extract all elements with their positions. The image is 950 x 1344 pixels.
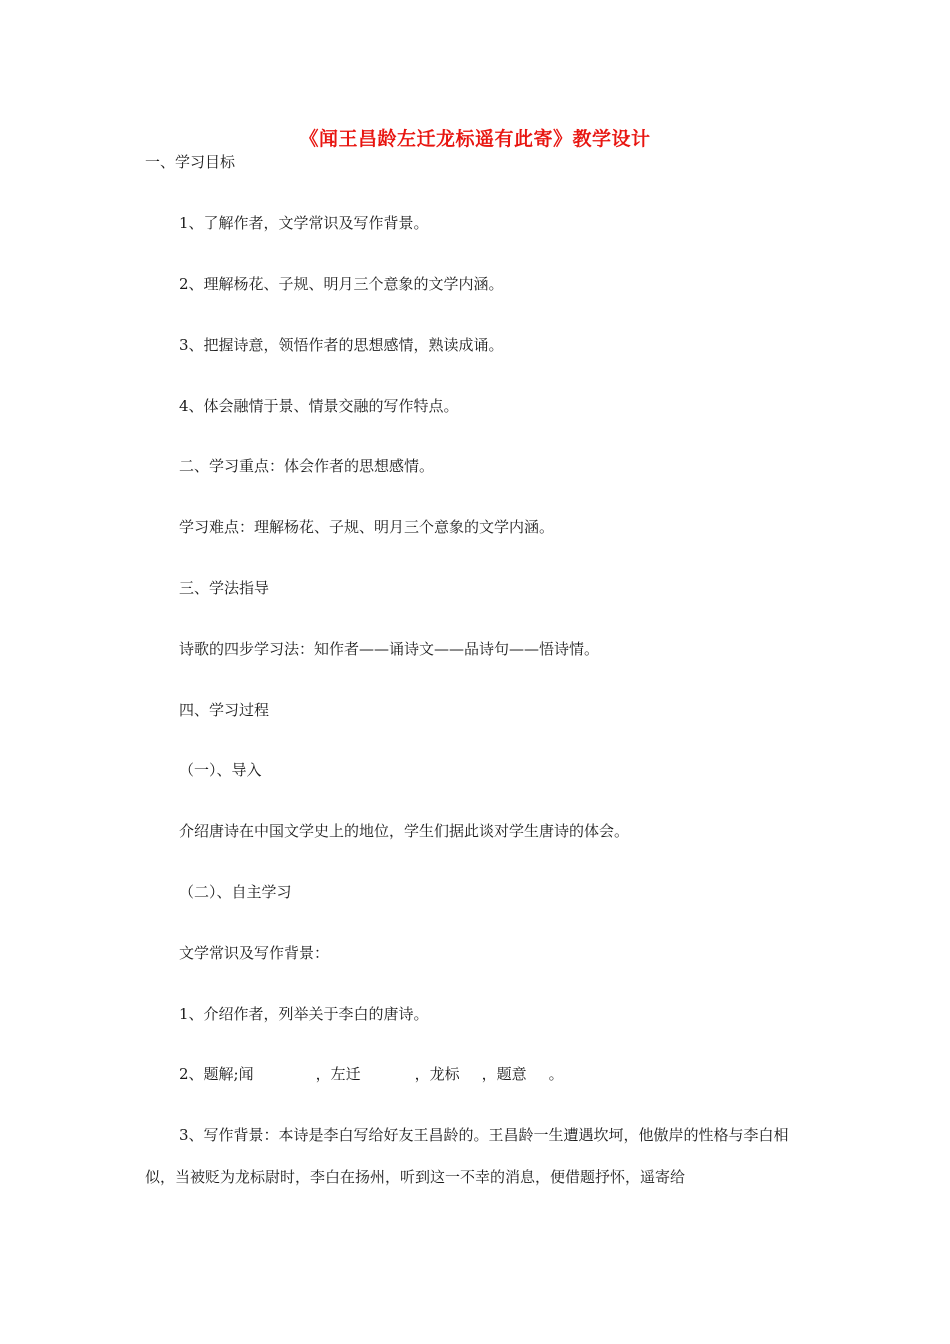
goal-item-3: 3、把握诗意，领悟作者的思想感情，熟读成诵。	[179, 336, 504, 354]
goal-item-1: 1、了解作者，文学常识及写作背景。	[179, 214, 429, 232]
difficulty: 学习难点：理解杨花、子规、明月三个意象的文学内涵。	[179, 518, 555, 536]
section-heading-method: 三、学法指导	[179, 579, 270, 597]
item-2-prefix: 2、题解;闻	[179, 1065, 254, 1083]
item-1: 1、介绍作者，列举关于李白的唐诗。	[179, 1005, 429, 1023]
item-2-part4: ，题意	[481, 1065, 527, 1083]
section-heading-goals: 一、学习目标	[145, 153, 236, 171]
goal-item-4: 4、体会融情于景、情景交融的写作特点。	[179, 397, 459, 415]
step1-heading: （一）、导入	[179, 761, 262, 779]
item-2-end: 。	[548, 1065, 564, 1083]
goal-item-2: 2、理解杨花、子规、明月三个意象的文学内涵。	[179, 275, 504, 293]
key-point: 二、学习重点：体会作者的思想感情。	[179, 457, 435, 475]
item-2-fill-blank	[179, 1064, 564, 1084]
step2-heading: （二）、自主学习	[179, 883, 292, 901]
method-text: 诗歌的四步学习法：知作者——诵诗文——品诗句——悟诗情。	[179, 640, 600, 658]
item-3-background: 3、写作背景：本诗是李白写给好友王昌龄的。王昌龄一生遭遇坎坷，他傲岸的性格与李白相似，当被贬为龙标尉时，李白在扬州，听到这一不幸的消息，便借题抒怀，遥寄给	[145, 1126, 789, 1186]
section-heading-process: 四、学习过程	[179, 701, 270, 719]
item-2-part3: ，龙标	[414, 1065, 460, 1083]
background-heading: 文学常识及写作背景：	[179, 944, 330, 962]
item-2-part2: ，左迁	[315, 1065, 361, 1083]
step1-text: 介绍唐诗在中国文学史上的地位，学生们据此谈对学生唐诗的体会。	[179, 822, 630, 840]
document-title: 《闻王昌龄左迁龙标遥有此寄》教学设计	[299, 128, 651, 150]
